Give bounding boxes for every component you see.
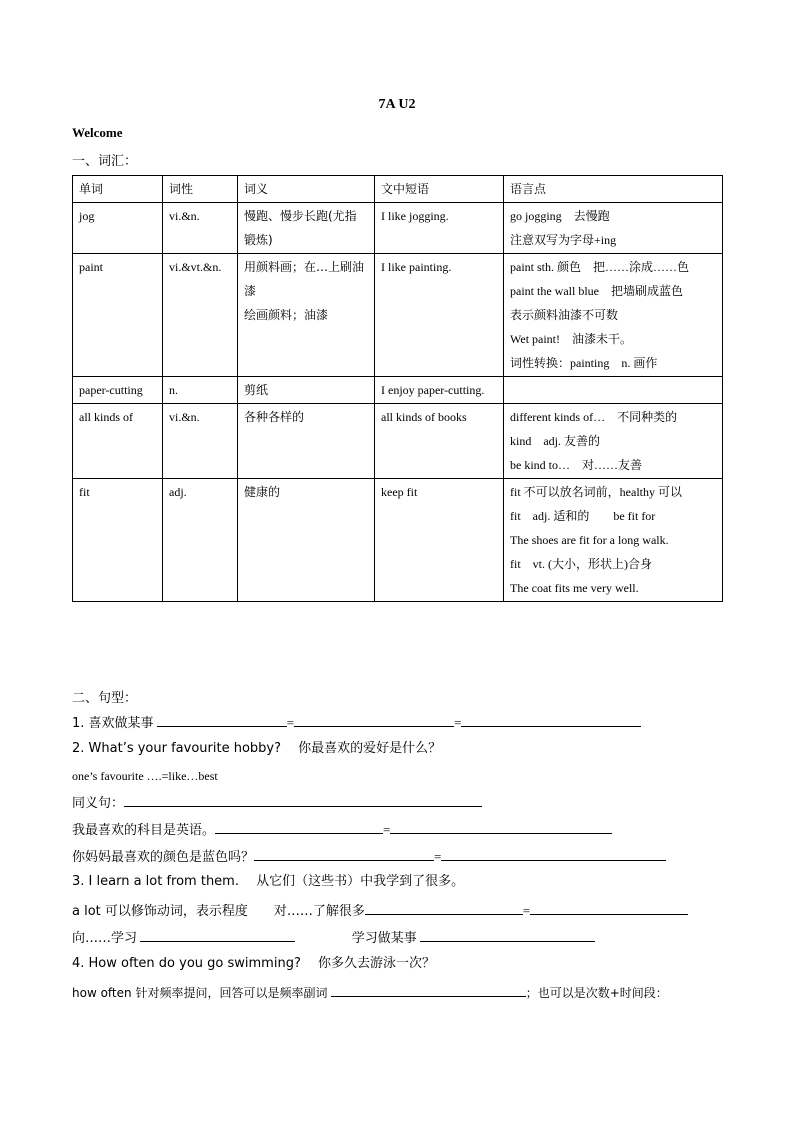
sentence-heading: 二、句型： xyxy=(72,691,138,706)
sentence-line-4: 同义句： xyxy=(72,792,482,813)
answer-blank[interactable] xyxy=(461,712,641,727)
sentence-line-1: 1. 喜欢做某事 = = xyxy=(72,712,641,733)
cell-pos: vi.&vt.&n. xyxy=(163,254,238,377)
cell-phrase: I enjoy paper-cutting. xyxy=(375,377,504,404)
answer-blank[interactable] xyxy=(441,846,666,861)
sentence-line-7: 3. I learn a lot from them. 从它们（这些书）中我学到了很多。 xyxy=(72,874,465,889)
cell-word: fit xyxy=(73,479,163,602)
cell-phrase: keep fit xyxy=(375,479,504,602)
cell-notes: paint sth. 颜色 把……涂成……色 paint the wall blue 把墙刷成蓝色 表示颜料油漆不可数 Wet paint! 油漆未干。 词性转换：painting n. 画作 xyxy=(504,254,723,377)
answer-blank[interactable] xyxy=(390,819,612,834)
cell-phrase: I like painting. xyxy=(375,254,504,377)
answer-blank[interactable] xyxy=(420,927,595,942)
table-row xyxy=(73,404,723,479)
sentence-line-8: a lot 可以修饰动词，表示程度 对……了解很多 = xyxy=(72,900,688,921)
cell-phrase: all kinds of books xyxy=(375,404,504,479)
cell-phrase: I like jogging. xyxy=(375,203,504,254)
header-phrase: 文中短语 xyxy=(375,176,504,203)
cell-word: paint xyxy=(73,254,163,377)
header-pos: 词性 xyxy=(163,176,238,203)
header-meaning: 词义 xyxy=(238,176,375,203)
answer-blank[interactable] xyxy=(140,927,295,942)
cell-meaning: 用颜料画；在…上刷油漆 绘画颜料；油漆 xyxy=(238,254,375,377)
cell-word: jog xyxy=(73,203,163,254)
sentence-line-6: 你妈妈最喜欢的颜色是蓝色吗？ = xyxy=(72,846,666,867)
answer-blank[interactable] xyxy=(331,982,526,997)
cell-notes: go jogging 去慢跑 注意双写为字母+ing xyxy=(504,203,723,254)
sentence-line-2: 2. What’s your favourite hobby? 你最喜欢的爱好是什么？ xyxy=(72,741,442,756)
cell-pos: adj. xyxy=(163,479,238,602)
vocab-heading: 一、词汇： xyxy=(72,154,138,169)
cell-notes: fit 不可以放名词前，healthy 可以 fit adj. 适和的 be fit for The shoes are fit for a long walk. fit vt. (大小，形状上)合身 The coat fits me very well. xyxy=(504,479,723,602)
answer-blank[interactable] xyxy=(124,792,482,807)
cell-word: paper-cutting xyxy=(73,377,163,404)
header-notes: 语言点 xyxy=(504,176,723,203)
cell-notes: different kinds of… 不同种类的 kind adj. 友善的 be kind to… 对……友善 xyxy=(504,404,723,479)
page-title: 7A U2 xyxy=(378,97,416,112)
table-row xyxy=(73,203,723,254)
section-heading: Welcome xyxy=(72,125,123,140)
cell-pos: n. xyxy=(163,377,238,404)
sentence-line-11: how often 针对频率提问，回答可以是频率副词 ；也可以是次数+时间段： xyxy=(72,982,668,1002)
cell-meaning: 剪纸 xyxy=(238,377,375,404)
sentence-line-5: 我最喜欢的科目是英语。 = xyxy=(72,819,612,840)
sentence-line-3: one’s favourite ….=like…best xyxy=(72,769,218,783)
vocab-table xyxy=(72,175,723,602)
cell-pos: vi.&n. xyxy=(163,404,238,479)
sentence-line-10: 4. How often do you go swimming? 你多久去游泳一次？ xyxy=(72,956,435,971)
answer-blank[interactable] xyxy=(530,900,688,915)
table-row xyxy=(73,254,723,377)
sentence-line-9: 向……学习 学习做某事 xyxy=(72,927,595,948)
cell-meaning: 健康的 xyxy=(238,479,375,602)
cell-notes xyxy=(504,377,723,404)
answer-blank[interactable] xyxy=(215,819,383,834)
answer-blank[interactable] xyxy=(254,846,434,861)
cell-word: all kinds of xyxy=(73,404,163,479)
cell-meaning: 各种各样的 xyxy=(238,404,375,479)
table-row xyxy=(73,479,723,602)
table-row xyxy=(73,377,723,404)
table-header-row xyxy=(73,176,723,203)
header-word: 单词 xyxy=(73,176,163,203)
cell-pos: vi.&n. xyxy=(163,203,238,254)
answer-blank[interactable] xyxy=(365,900,523,915)
answer-blank[interactable] xyxy=(294,712,454,727)
answer-blank[interactable] xyxy=(157,712,287,727)
cell-meaning: 慢跑、慢步长跑(尤指锻炼) xyxy=(238,203,375,254)
